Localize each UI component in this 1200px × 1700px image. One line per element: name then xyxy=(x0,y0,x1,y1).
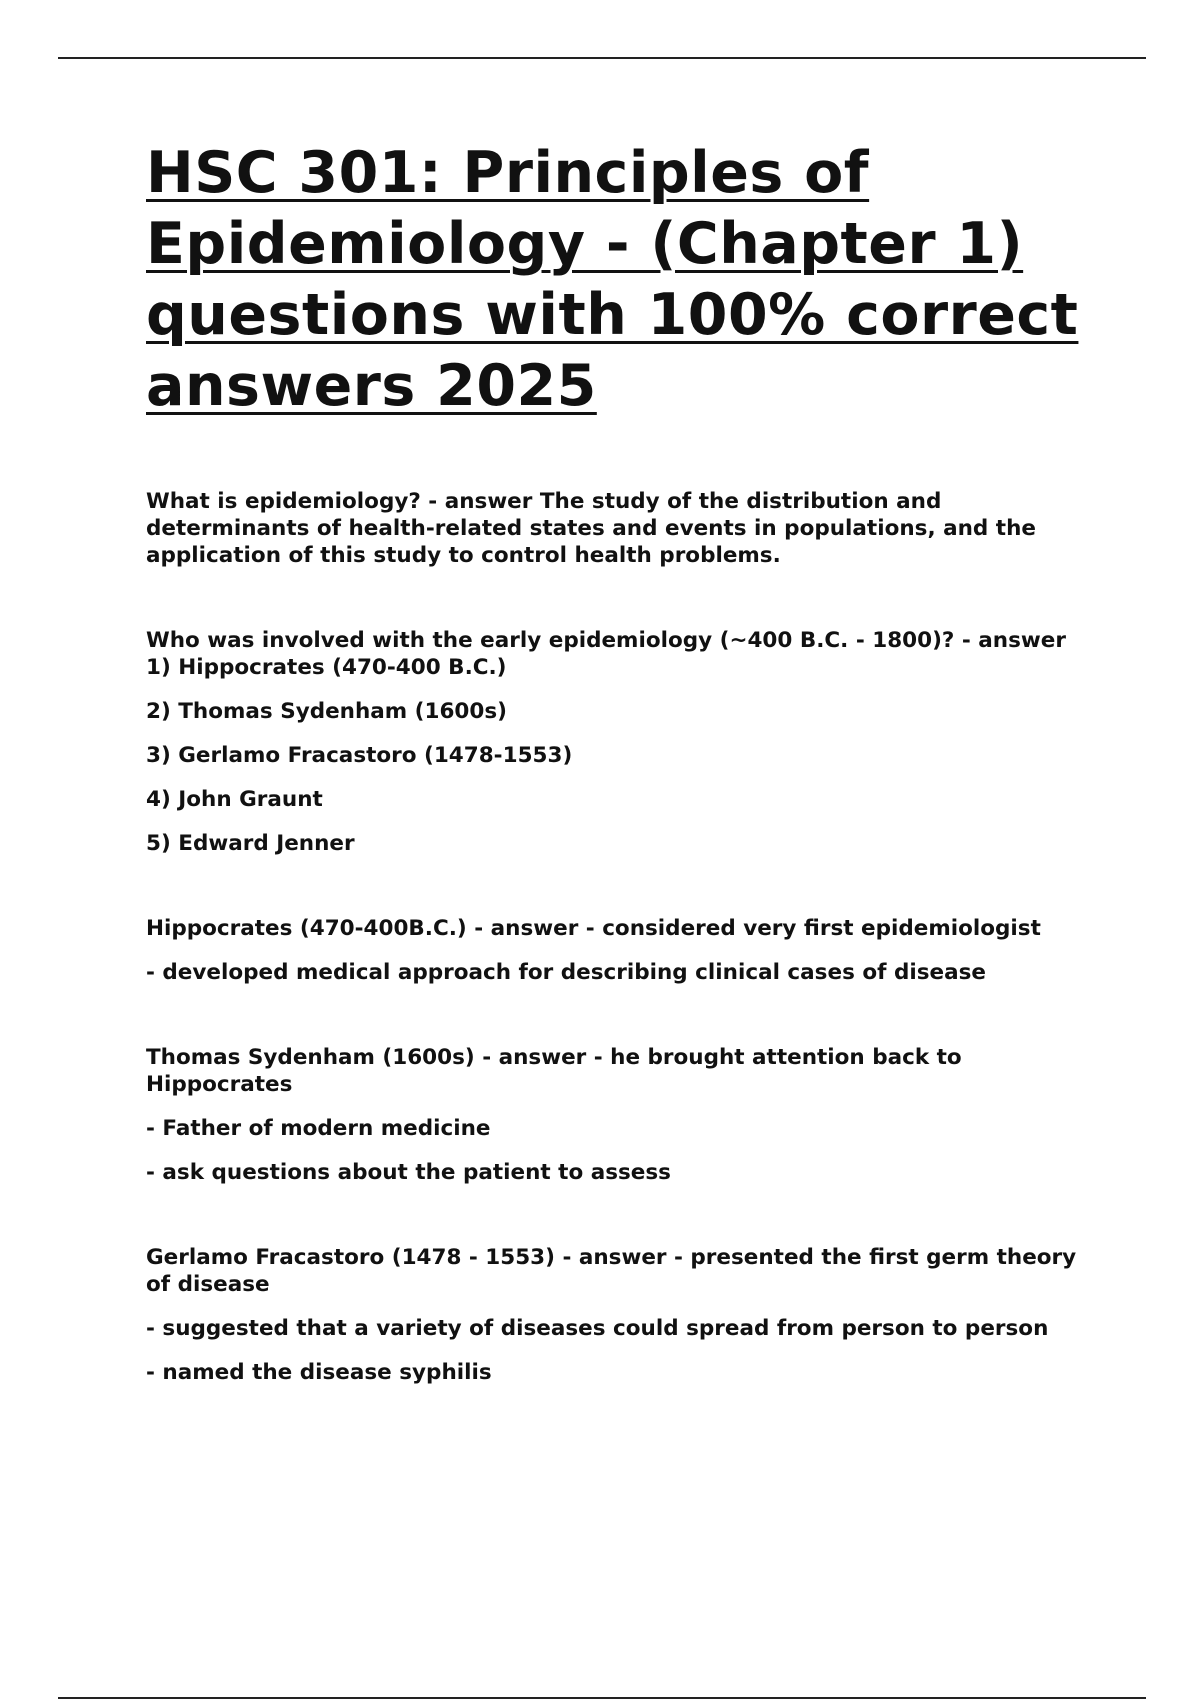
qa-answer-line: - ask questions about the patient to assess xyxy=(146,1160,671,1185)
qa-question: Hippocrates (470-400B.C.) - answer - considered very first epidemiologist xyxy=(146,916,1041,941)
qa-question: What is epidemiology? - answer The study of the distribution and determinants of health-related states and events in populations, and the application of this study to control health problems. xyxy=(146,489,1036,568)
qa-answer-line: - suggested that a variety of diseases could spread from person to person xyxy=(146,1316,1049,1341)
top-divider xyxy=(58,57,1146,59)
qa-answer-line: - Father of modern medicine xyxy=(146,1116,491,1141)
qa-answer-line: 5) Edward Jenner xyxy=(146,831,355,856)
document-body xyxy=(146,138,1096,1444)
qa-question: Thomas Sydenham (1600s) - answer - he brought attention back to Hippocrates xyxy=(146,1045,962,1097)
qa-question: Gerlamo Fracastoro (1478 - 1553) - answer - presented the first germ theory of disease xyxy=(146,1245,1077,1297)
document-title: HSC 301: Principles of Epidemiology - (Chapter 1) questions with 100% correct answers 2025 xyxy=(146,140,1079,419)
qa-question: Who was involved with the early epidemiology (~400 B.C. - 1800)? - answer 1) Hippocrates (470-400 B.C.) xyxy=(146,628,1066,680)
qa-item xyxy=(146,1044,1096,1186)
qa-item xyxy=(146,915,1096,986)
qa-answer-line: 4) John Graunt xyxy=(146,787,323,812)
qa-answer-line: 2) Thomas Sydenham (1600s) xyxy=(146,699,507,724)
bottom-divider xyxy=(58,1697,1146,1699)
qa-answer-line: - developed medical approach for describing clinical cases of disease xyxy=(146,960,986,985)
qa-item xyxy=(146,1244,1096,1386)
qa-item xyxy=(146,488,1096,569)
qa-answer-line: - named the disease syphilis xyxy=(146,1360,492,1385)
qa-item xyxy=(146,627,1096,857)
qa-answer-line: 3) Gerlamo Fracastoro (1478-1553) xyxy=(146,743,573,768)
